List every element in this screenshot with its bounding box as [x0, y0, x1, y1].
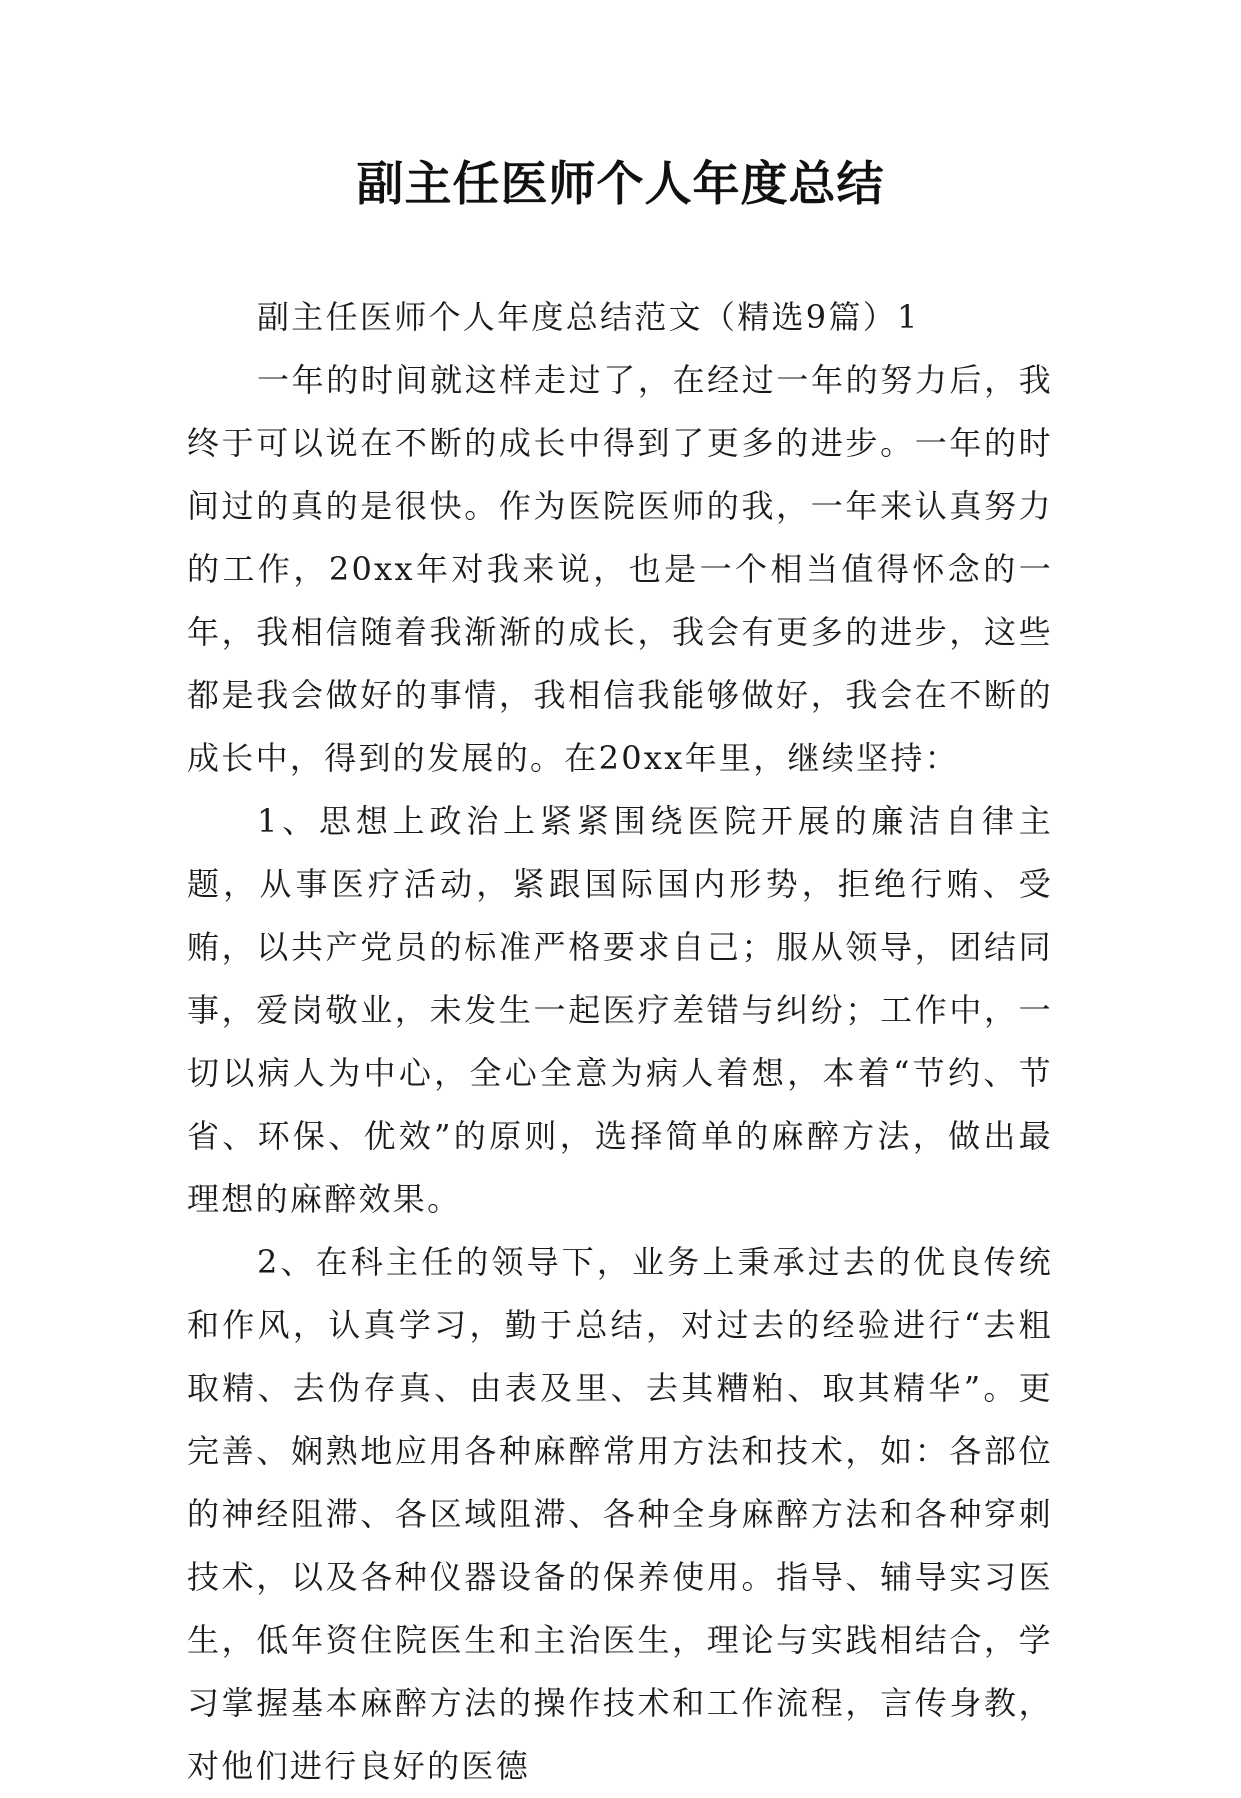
paragraph-intro: 一年的时间就这样走过了，在经过一年的努力后，我终于可以说在不断的成长中得到了更多的进步。一年的时间过的真的是很快。作为医院医师的我，一年来认真努力的工作，20xx年对我来说，也是一个相当值得怀念的一年，我相信随着我渐渐的成长，我会有更多的进步，这些都是我会做好的事情，我相信我能够做好，我会在不断的成长中，得到的发展的。在20xx年里，继续坚持： — [187, 361, 1053, 777]
paragraph-item-2: 2、在科主任的领导下，业务上秉承过去的优良传统和作风，认真学习，勤于总结，对过去的经验进行“去粗取精、去伪存真、由表及里、去其糟粕、取其精华”。更完善、娴熟地应用各种麻醉常用方法和技术，如：各部位的神经阻滞、各区域阻滞、各种全身麻醉方法和各种穿刺技术，以及各种仪器设备的保养使用。指导、辅导实习医生，低年资住院医生和主治医生，理论与实践相结合，学习掌握基本麻醉方法的操作技术和工作流程，言传身教，对他们进行良好的医德 — [187, 1243, 1053, 1785]
paragraph-subtitle: 副主任医师个人年度总结范文（精选9篇）1 — [257, 298, 920, 336]
document-title: 副主任医师个人年度总结 — [356, 157, 885, 212]
paragraph-item-1: 1、思想上政治上紧紧围绕医院开展的廉洁自律主题，从事医疗活动，紧跟国际国内形势，拒绝行贿、受贿，以共产党员的标准严格要求自己；服从领导，团结同事，爱岗敬业，未发生一起医疗差错与纠纷；工作中，一切以病人为中心，全心全意为病人着想，本着“节约、节省、环保、优效”的原则，选择简单的麻醉方法，做出最理想的麻醉效果。 — [187, 802, 1053, 1218]
document-body — [187, 286, 1053, 1798]
